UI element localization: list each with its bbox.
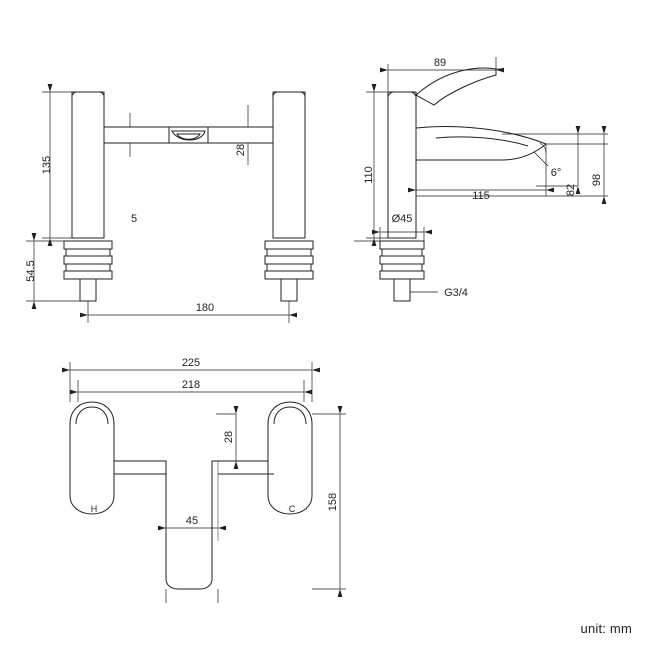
dim-height-54-5: 54.5 (25, 260, 37, 282)
dim-spout-offset-28: 28 (223, 430, 235, 444)
dim-handle-span-218: 218 (181, 379, 201, 391)
dim-spout-width-45: 45 (185, 515, 199, 527)
marker-cold: C (288, 504, 296, 514)
unit-note: unit: mm (580, 621, 632, 636)
dim-base-diameter: Ø45 (391, 213, 413, 225)
front-elevation-geometry (64, 92, 313, 301)
dim-overall-height-98: 98 (591, 173, 603, 187)
dim-spout-height-28: 28 (235, 143, 247, 157)
dim-body-height-110: 110 (363, 166, 375, 184)
plan-view-geometry (70, 402, 312, 589)
dim-spout-thickness-5: 5 (130, 213, 138, 225)
dim-overall-width-225: 225 (181, 357, 201, 369)
dim-thread-size: G3/4 (444, 287, 468, 299)
dim-handle-reach-89: 89 (433, 57, 447, 69)
plan-view-dimensions (70, 362, 346, 603)
marker-hot: H (90, 504, 98, 514)
dim-spout-reach-115: 115 (472, 190, 490, 202)
side-elevation-geometry (380, 68, 546, 301)
dim-spout-angle: 6° (550, 167, 562, 179)
dim-overall-depth-158: 158 (327, 492, 339, 512)
dim-centres-180: 180 (195, 302, 215, 314)
dim-spout-height-82: 82 (565, 183, 577, 197)
dim-height-135: 135 (41, 155, 53, 175)
